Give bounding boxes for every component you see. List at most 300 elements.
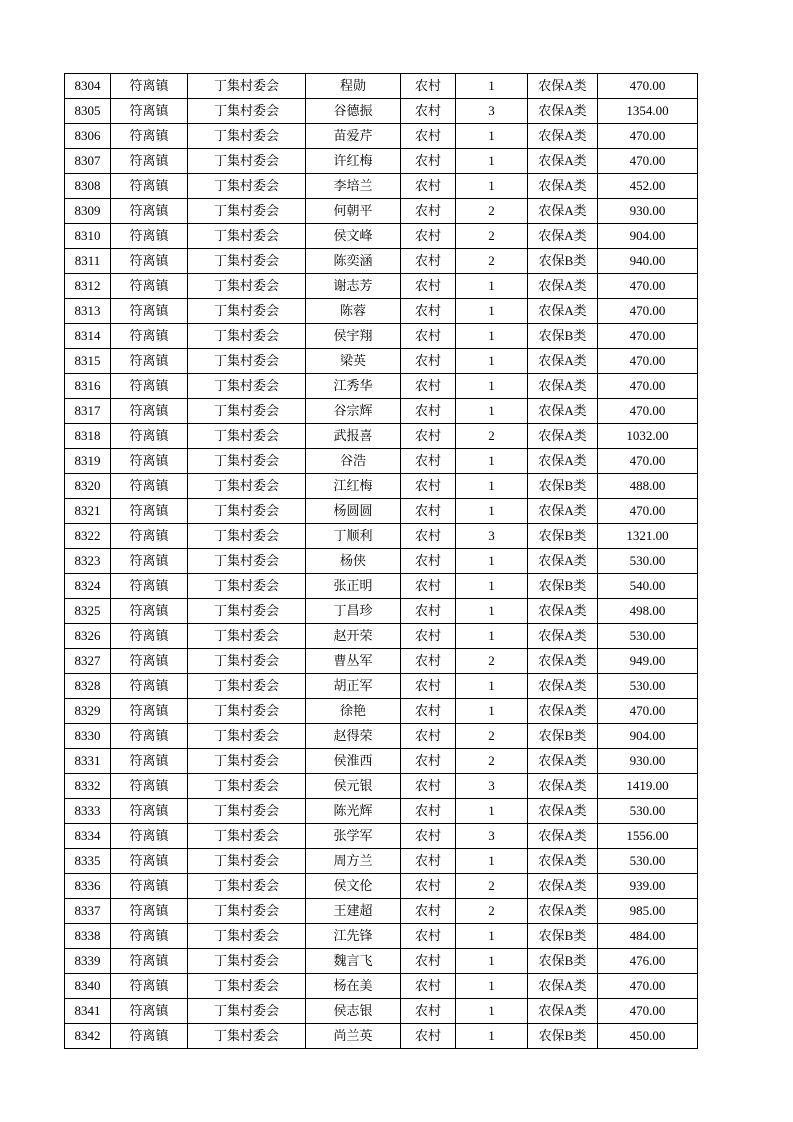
person-count-cell: 1 — [456, 574, 528, 599]
insurance-type-cell: 农保A类 — [528, 549, 598, 574]
village-committee-cell: 丁集村委会 — [188, 624, 306, 649]
person-count-cell: 1 — [456, 374, 528, 399]
person-count-cell: 3 — [456, 774, 528, 799]
village-committee-cell: 丁集村委会 — [188, 474, 306, 499]
town-cell: 符离镇 — [111, 499, 188, 524]
row-number-cell: 8315 — [65, 349, 111, 374]
table-row — [65, 274, 698, 299]
amount-cell: 452.00 — [598, 174, 698, 199]
table-row — [65, 124, 698, 149]
town-cell: 符离镇 — [111, 949, 188, 974]
row-number-cell: 8305 — [65, 99, 111, 124]
category-cell: 农村 — [401, 199, 456, 224]
person-count-cell: 1 — [456, 474, 528, 499]
village-committee-cell: 丁集村委会 — [188, 124, 306, 149]
row-number-cell: 8304 — [65, 74, 111, 99]
social-insurance-payment-table — [64, 73, 698, 1049]
person-name-cell: 魏言飞 — [306, 949, 401, 974]
person-name-cell: 丁顺利 — [306, 524, 401, 549]
person-count-cell: 1 — [456, 174, 528, 199]
amount-cell: 985.00 — [598, 899, 698, 924]
table-row — [65, 624, 698, 649]
insurance-type-cell: 农保A类 — [528, 974, 598, 999]
amount-cell: 470.00 — [598, 999, 698, 1024]
category-cell: 农村 — [401, 1024, 456, 1049]
category-cell: 农村 — [401, 599, 456, 624]
person-count-cell: 1 — [456, 924, 528, 949]
amount-cell: 470.00 — [598, 399, 698, 424]
insurance-type-cell: 农保A类 — [528, 74, 598, 99]
category-cell: 农村 — [401, 824, 456, 849]
town-cell: 符离镇 — [111, 274, 188, 299]
row-number-cell: 8333 — [65, 799, 111, 824]
category-cell: 农村 — [401, 724, 456, 749]
town-cell: 符离镇 — [111, 74, 188, 99]
town-cell: 符离镇 — [111, 874, 188, 899]
town-cell: 符离镇 — [111, 599, 188, 624]
person-count-cell: 1 — [456, 299, 528, 324]
table-row — [65, 149, 698, 174]
row-number-cell: 8307 — [65, 149, 111, 174]
person-count-cell: 3 — [456, 824, 528, 849]
table-row — [65, 849, 698, 874]
table-row — [65, 499, 698, 524]
person-count-cell: 1 — [456, 124, 528, 149]
person-count-cell: 3 — [456, 524, 528, 549]
amount-cell: 450.00 — [598, 1024, 698, 1049]
person-name-cell: 谷浩 — [306, 449, 401, 474]
insurance-type-cell: 农保B类 — [528, 949, 598, 974]
town-cell: 符离镇 — [111, 749, 188, 774]
town-cell: 符离镇 — [111, 299, 188, 324]
person-count-cell: 1 — [456, 624, 528, 649]
person-name-cell: 程勋 — [306, 74, 401, 99]
amount-cell: 470.00 — [598, 324, 698, 349]
amount-cell: 470.00 — [598, 699, 698, 724]
person-name-cell: 侯元银 — [306, 774, 401, 799]
insurance-type-cell: 农保B类 — [528, 924, 598, 949]
insurance-type-cell: 农保A类 — [528, 124, 598, 149]
row-number-cell: 8342 — [65, 1024, 111, 1049]
village-committee-cell: 丁集村委会 — [188, 349, 306, 374]
row-number-cell: 8312 — [65, 274, 111, 299]
insurance-type-cell: 农保A类 — [528, 649, 598, 674]
category-cell: 农村 — [401, 774, 456, 799]
person-name-cell: 侯志银 — [306, 999, 401, 1024]
town-cell: 符离镇 — [111, 699, 188, 724]
amount-cell: 470.00 — [598, 499, 698, 524]
amount-cell: 530.00 — [598, 849, 698, 874]
amount-cell: 939.00 — [598, 874, 698, 899]
village-committee-cell: 丁集村委会 — [188, 449, 306, 474]
village-committee-cell: 丁集村委会 — [188, 649, 306, 674]
amount-cell: 470.00 — [598, 274, 698, 299]
row-number-cell: 8328 — [65, 674, 111, 699]
category-cell: 农村 — [401, 799, 456, 824]
amount-cell: 470.00 — [598, 299, 698, 324]
category-cell: 农村 — [401, 399, 456, 424]
category-cell: 农村 — [401, 524, 456, 549]
person-count-cell: 2 — [456, 749, 528, 774]
insurance-type-cell: 农保A类 — [528, 849, 598, 874]
row-number-cell: 8339 — [65, 949, 111, 974]
amount-cell: 904.00 — [598, 224, 698, 249]
insurance-type-cell: 农保A类 — [528, 599, 598, 624]
category-cell: 农村 — [401, 574, 456, 599]
insurance-type-cell: 农保B类 — [528, 524, 598, 549]
table-row — [65, 949, 698, 974]
table-row — [65, 324, 698, 349]
town-cell: 符离镇 — [111, 999, 188, 1024]
amount-cell: 949.00 — [598, 649, 698, 674]
row-number-cell: 8332 — [65, 774, 111, 799]
amount-cell: 930.00 — [598, 749, 698, 774]
insurance-type-cell: 农保A类 — [528, 824, 598, 849]
row-number-cell: 8321 — [65, 499, 111, 524]
table-row — [65, 449, 698, 474]
insurance-type-cell: 农保A类 — [528, 99, 598, 124]
amount-cell: 530.00 — [598, 624, 698, 649]
village-committee-cell: 丁集村委会 — [188, 199, 306, 224]
village-committee-cell: 丁集村委会 — [188, 499, 306, 524]
amount-cell: 470.00 — [598, 974, 698, 999]
village-committee-cell: 丁集村委会 — [188, 274, 306, 299]
town-cell: 符离镇 — [111, 674, 188, 699]
row-number-cell: 8327 — [65, 649, 111, 674]
amount-cell: 530.00 — [598, 674, 698, 699]
person-count-cell: 2 — [456, 224, 528, 249]
person-name-cell: 江红梅 — [306, 474, 401, 499]
person-count-cell: 2 — [456, 199, 528, 224]
town-cell: 符离镇 — [111, 799, 188, 824]
person-name-cell: 杨圆圆 — [306, 499, 401, 524]
category-cell: 农村 — [401, 299, 456, 324]
person-name-cell: 何朝平 — [306, 199, 401, 224]
insurance-type-cell: 农保B类 — [528, 724, 598, 749]
village-committee-cell: 丁集村委会 — [188, 899, 306, 924]
row-number-cell: 8319 — [65, 449, 111, 474]
amount-cell: 470.00 — [598, 374, 698, 399]
insurance-type-cell: 农保A类 — [528, 274, 598, 299]
person-name-cell: 许红梅 — [306, 149, 401, 174]
row-number-cell: 8313 — [65, 299, 111, 324]
village-committee-cell: 丁集村委会 — [188, 849, 306, 874]
row-number-cell: 8306 — [65, 124, 111, 149]
category-cell: 农村 — [401, 374, 456, 399]
category-cell: 农村 — [401, 649, 456, 674]
person-count-cell: 2 — [456, 649, 528, 674]
village-committee-cell: 丁集村委会 — [188, 749, 306, 774]
person-count-cell: 1 — [456, 699, 528, 724]
insurance-type-cell: 农保A类 — [528, 374, 598, 399]
amount-cell: 476.00 — [598, 949, 698, 974]
town-cell: 符离镇 — [111, 899, 188, 924]
town-cell: 符离镇 — [111, 424, 188, 449]
village-committee-cell: 丁集村委会 — [188, 949, 306, 974]
table-row — [65, 699, 698, 724]
category-cell: 农村 — [401, 349, 456, 374]
person-name-cell: 杨在美 — [306, 974, 401, 999]
town-cell: 符离镇 — [111, 649, 188, 674]
town-cell: 符离镇 — [111, 824, 188, 849]
table-row — [65, 549, 698, 574]
village-committee-cell: 丁集村委会 — [188, 524, 306, 549]
town-cell: 符离镇 — [111, 724, 188, 749]
insurance-type-cell: 农保A类 — [528, 174, 598, 199]
category-cell: 农村 — [401, 124, 456, 149]
person-name-cell: 丁昌珍 — [306, 599, 401, 624]
table-row — [65, 374, 698, 399]
table-row — [65, 474, 698, 499]
person-name-cell: 侯淮西 — [306, 749, 401, 774]
village-committee-cell: 丁集村委会 — [188, 399, 306, 424]
town-cell: 符离镇 — [111, 474, 188, 499]
town-cell: 符离镇 — [111, 374, 188, 399]
person-count-cell: 2 — [456, 874, 528, 899]
category-cell: 农村 — [401, 849, 456, 874]
insurance-type-cell: 农保A类 — [528, 399, 598, 424]
insurance-type-cell: 农保A类 — [528, 299, 598, 324]
amount-cell: 1032.00 — [598, 424, 698, 449]
amount-cell: 904.00 — [598, 724, 698, 749]
table-row — [65, 974, 698, 999]
person-count-cell: 1 — [456, 849, 528, 874]
town-cell: 符离镇 — [111, 524, 188, 549]
person-name-cell: 江先锋 — [306, 924, 401, 949]
table-row — [65, 99, 698, 124]
person-count-cell: 1 — [456, 1024, 528, 1049]
row-number-cell: 8329 — [65, 699, 111, 724]
village-committee-cell: 丁集村委会 — [188, 799, 306, 824]
person-count-cell: 1 — [456, 499, 528, 524]
row-number-cell: 8324 — [65, 574, 111, 599]
table-row — [65, 649, 698, 674]
person-name-cell: 杨侠 — [306, 549, 401, 574]
table-row — [65, 924, 698, 949]
category-cell: 农村 — [401, 274, 456, 299]
town-cell: 符离镇 — [111, 549, 188, 574]
category-cell: 农村 — [401, 949, 456, 974]
village-committee-cell: 丁集村委会 — [188, 599, 306, 624]
person-name-cell: 江秀华 — [306, 374, 401, 399]
row-number-cell: 8308 — [65, 174, 111, 199]
category-cell: 农村 — [401, 149, 456, 174]
table-row — [65, 749, 698, 774]
person-count-cell: 2 — [456, 424, 528, 449]
village-committee-cell: 丁集村委会 — [188, 999, 306, 1024]
person-count-cell: 1 — [456, 949, 528, 974]
table-row — [65, 774, 698, 799]
insurance-type-cell: 农保B类 — [528, 474, 598, 499]
village-committee-cell: 丁集村委会 — [188, 774, 306, 799]
person-name-cell: 周方兰 — [306, 849, 401, 874]
amount-cell: 470.00 — [598, 349, 698, 374]
category-cell: 农村 — [401, 899, 456, 924]
table-row — [65, 299, 698, 324]
person-name-cell: 徐艳 — [306, 699, 401, 724]
village-committee-cell: 丁集村委会 — [188, 374, 306, 399]
row-number-cell: 8322 — [65, 524, 111, 549]
person-count-cell: 1 — [456, 274, 528, 299]
amount-cell: 488.00 — [598, 474, 698, 499]
person-count-cell: 1 — [456, 549, 528, 574]
town-cell: 符离镇 — [111, 574, 188, 599]
row-number-cell: 8326 — [65, 624, 111, 649]
table-row — [65, 199, 698, 224]
row-number-cell: 8325 — [65, 599, 111, 624]
insurance-type-cell: 农保A类 — [528, 349, 598, 374]
row-number-cell: 8318 — [65, 424, 111, 449]
town-cell: 符离镇 — [111, 224, 188, 249]
insurance-type-cell: 农保A类 — [528, 774, 598, 799]
category-cell: 农村 — [401, 924, 456, 949]
town-cell: 符离镇 — [111, 199, 188, 224]
category-cell: 农村 — [401, 174, 456, 199]
person-name-cell: 赵开荣 — [306, 624, 401, 649]
row-number-cell: 8311 — [65, 249, 111, 274]
insurance-type-cell: 农保A类 — [528, 799, 598, 824]
village-committee-cell: 丁集村委会 — [188, 924, 306, 949]
person-name-cell: 梁英 — [306, 349, 401, 374]
table-row — [65, 599, 698, 624]
amount-cell: 530.00 — [598, 549, 698, 574]
amount-cell: 1556.00 — [598, 824, 698, 849]
amount-cell: 498.00 — [598, 599, 698, 624]
amount-cell: 1321.00 — [598, 524, 698, 549]
row-number-cell: 8334 — [65, 824, 111, 849]
amount-cell: 470.00 — [598, 124, 698, 149]
person-count-cell: 1 — [456, 974, 528, 999]
category-cell: 农村 — [401, 999, 456, 1024]
category-cell: 农村 — [401, 74, 456, 99]
category-cell: 农村 — [401, 499, 456, 524]
amount-cell: 930.00 — [598, 199, 698, 224]
village-committee-cell: 丁集村委会 — [188, 724, 306, 749]
village-committee-cell: 丁集村委会 — [188, 324, 306, 349]
row-number-cell: 8341 — [65, 999, 111, 1024]
person-name-cell: 武报喜 — [306, 424, 401, 449]
village-committee-cell: 丁集村委会 — [188, 424, 306, 449]
person-name-cell: 胡正军 — [306, 674, 401, 699]
town-cell: 符离镇 — [111, 774, 188, 799]
category-cell: 农村 — [401, 874, 456, 899]
table-row — [65, 824, 698, 849]
town-cell: 符离镇 — [111, 349, 188, 374]
row-number-cell: 8314 — [65, 324, 111, 349]
category-cell: 农村 — [401, 674, 456, 699]
table-row — [65, 349, 698, 374]
insurance-type-cell: 农保A类 — [528, 224, 598, 249]
town-cell: 符离镇 — [111, 449, 188, 474]
amount-cell: 530.00 — [598, 799, 698, 824]
person-count-cell: 1 — [456, 149, 528, 174]
town-cell: 符离镇 — [111, 849, 188, 874]
village-committee-cell: 丁集村委会 — [188, 674, 306, 699]
amount-cell: 470.00 — [598, 449, 698, 474]
insurance-type-cell: 农保A类 — [528, 499, 598, 524]
table-row — [65, 899, 698, 924]
insurance-type-cell: 农保A类 — [528, 899, 598, 924]
village-committee-cell: 丁集村委会 — [188, 149, 306, 174]
town-cell: 符离镇 — [111, 124, 188, 149]
amount-cell: 540.00 — [598, 574, 698, 599]
person-count-cell: 1 — [456, 399, 528, 424]
insurance-type-cell: 农保B类 — [528, 574, 598, 599]
town-cell: 符离镇 — [111, 924, 188, 949]
person-count-cell: 2 — [456, 249, 528, 274]
table-row — [65, 574, 698, 599]
village-committee-cell: 丁集村委会 — [188, 74, 306, 99]
table-row — [65, 799, 698, 824]
person-count-cell: 1 — [456, 324, 528, 349]
person-name-cell: 侯文峰 — [306, 224, 401, 249]
row-number-cell: 8320 — [65, 474, 111, 499]
person-count-cell: 1 — [456, 349, 528, 374]
row-number-cell: 8336 — [65, 874, 111, 899]
category-cell: 农村 — [401, 699, 456, 724]
insurance-type-cell: 农保A类 — [528, 624, 598, 649]
category-cell: 农村 — [401, 974, 456, 999]
insurance-type-cell: 农保A类 — [528, 699, 598, 724]
person-name-cell: 陈蓉 — [306, 299, 401, 324]
village-committee-cell: 丁集村委会 — [188, 1024, 306, 1049]
person-count-cell: 2 — [456, 724, 528, 749]
amount-cell: 470.00 — [598, 74, 698, 99]
row-number-cell: 8317 — [65, 399, 111, 424]
row-number-cell: 8335 — [65, 849, 111, 874]
village-committee-cell: 丁集村委会 — [188, 99, 306, 124]
town-cell: 符离镇 — [111, 974, 188, 999]
category-cell: 农村 — [401, 224, 456, 249]
person-count-cell: 1 — [456, 674, 528, 699]
town-cell: 符离镇 — [111, 1024, 188, 1049]
table-row — [65, 249, 698, 274]
insurance-type-cell: 农保A类 — [528, 149, 598, 174]
table-row — [65, 74, 698, 99]
person-name-cell: 陈奕涵 — [306, 249, 401, 274]
table-row — [65, 999, 698, 1024]
table-row — [65, 174, 698, 199]
person-name-cell: 谢志芳 — [306, 274, 401, 299]
person-name-cell: 曹丛军 — [306, 649, 401, 674]
person-count-cell: 1 — [456, 599, 528, 624]
row-number-cell: 8309 — [65, 199, 111, 224]
person-count-cell: 1 — [456, 799, 528, 824]
insurance-type-cell: 农保A类 — [528, 449, 598, 474]
insurance-type-cell: 农保A类 — [528, 999, 598, 1024]
amount-cell: 940.00 — [598, 249, 698, 274]
person-count-cell: 1 — [456, 449, 528, 474]
table-row — [65, 674, 698, 699]
person-name-cell: 张正明 — [306, 574, 401, 599]
table-row — [65, 724, 698, 749]
town-cell: 符离镇 — [111, 624, 188, 649]
amount-cell: 484.00 — [598, 924, 698, 949]
town-cell: 符离镇 — [111, 174, 188, 199]
insurance-type-cell: 农保B类 — [528, 249, 598, 274]
amount-cell: 1354.00 — [598, 99, 698, 124]
row-number-cell: 8337 — [65, 899, 111, 924]
town-cell: 符离镇 — [111, 324, 188, 349]
insurance-type-cell: 农保A类 — [528, 874, 598, 899]
village-committee-cell: 丁集村委会 — [188, 824, 306, 849]
town-cell: 符离镇 — [111, 249, 188, 274]
row-number-cell: 8323 — [65, 549, 111, 574]
village-committee-cell: 丁集村委会 — [188, 174, 306, 199]
person-name-cell: 赵得荣 — [306, 724, 401, 749]
table-row — [65, 524, 698, 549]
village-committee-cell: 丁集村委会 — [188, 974, 306, 999]
